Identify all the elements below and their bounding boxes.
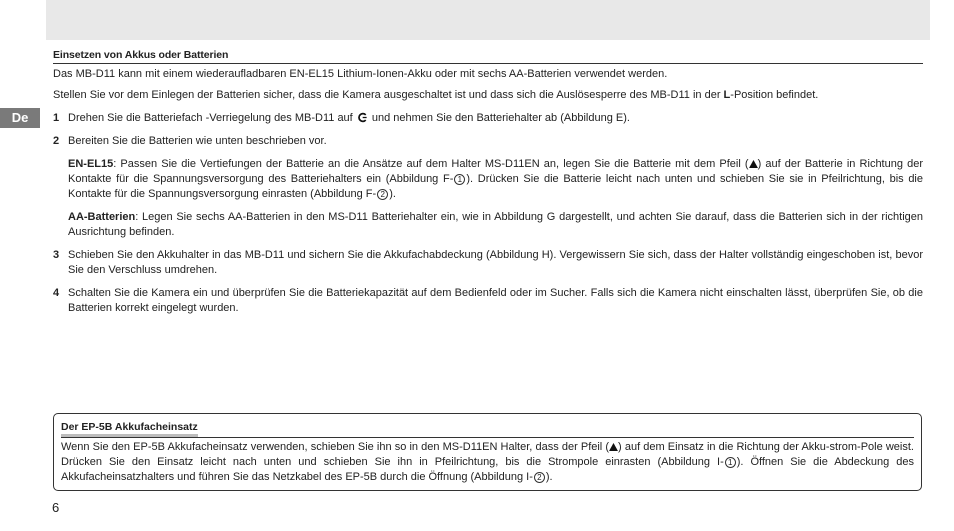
page-number: 6 bbox=[52, 500, 60, 515]
step-number: 4 bbox=[53, 287, 60, 299]
step-2: 2 Bereiten Sie die Batterien wie unten beschrieben vor. bbox=[53, 135, 327, 147]
circled-number-2: 2 bbox=[534, 472, 545, 483]
step-number: 3 bbox=[53, 249, 60, 261]
step-1: 1 Drehen Sie die Batteriefach -Verriegelung des MB-D11 auf und nehmen Sie den Batteriehalter ab (Abbildung E). bbox=[53, 112, 630, 124]
circled-number-1: 1 bbox=[454, 174, 465, 185]
language-tab: De bbox=[0, 108, 40, 128]
step-number: 2 bbox=[53, 135, 60, 147]
section-title: Einsetzen von Akkus oder Batterien bbox=[53, 49, 229, 61]
main-content bbox=[53, 49, 923, 322]
circled-number-2: 2 bbox=[377, 189, 388, 200]
arrow-up-triangle-icon bbox=[609, 443, 618, 451]
note-box-rule bbox=[61, 437, 914, 438]
aa-batteries-instructions: AA-Batterien: Legen Sie sechs AA-Batterien in den MS-D11 Batteriehalter ein, wie in Abbildung G dargestellt, und achten Sie darauf, dass die Batterien sich in der richtigen Ausrichtung befinden. bbox=[68, 211, 923, 238]
header-band bbox=[46, 0, 930, 40]
intro-paragraph-1: Das MB-D11 kann mit einem wiederaufladbaren EN-EL15 Lithium-Ionen-Akku oder mit sechs AA-Batterien verwendet werden. bbox=[53, 68, 668, 80]
circled-number-1: 1 bbox=[725, 457, 736, 468]
intro-paragraph-2: Stellen Sie vor dem Einlegen der Batterien sicher, dass die Kamera ausgeschaltet ist und dass sich die Auslösesperre des MB-D11 in der L-Position befindet. bbox=[53, 89, 819, 101]
note-box bbox=[53, 413, 922, 491]
note-box-text: Wenn Sie den EP-5B Akkufacheinsatz verwenden, schieben Sie ihn so in den MS-D11EN Halter, dass der Pfeil ( ) auf dem Einsatz in die Richtung der Akku-strom-Pole weist. Drücken Sie den Einsatz leicht nach unten und schieben Sie ihn in Pfeilrichtung, bis die Strompole einrasten (Abbildung I- 1 ). Öffnen Sie die Abdeckung des Akkufacheinsatzhalters und führen Sie das Netzkabel des EP-5B durch die Öffnung (Abbildung I- 2 ). bbox=[61, 441, 914, 483]
step-number: 1 bbox=[53, 112, 60, 124]
step-3: 3 Schieben Sie den Akkuhalter in das MB-D11 und sichern Sie die Akkufachabdeckung (Abbildung H). Vergewissern Sie sich, dass der Halter vollständig eingeschoben ist, bevor Sie den Verschluss umdrehen. bbox=[53, 249, 923, 276]
unlock-icon bbox=[357, 112, 368, 123]
step-4: 4 Schalten Sie die Kamera ein und überprüfen Sie die Batteriekapazität auf dem Bedienfeld oder im Sucher. Falls sich die Kamera nicht einschalten lässt, überprüfen Sie, ob die Batterien korrekt eingelegt wurden. bbox=[53, 287, 923, 314]
arrow-up-triangle-icon bbox=[749, 160, 758, 168]
section-title-rule bbox=[53, 63, 923, 64]
note-box-title: Der EP-5B Akkufacheinsatz bbox=[61, 421, 198, 433]
enel15-instructions: EN-EL15: Passen Sie die Vertiefungen der Batterie an die Ansätze auf dem Halter MS-D11EN an, legen Sie die Batterie mit dem Pfeil ( ) auf der Batterie in Richtung der Kontakte für die Spannungsversorgung des Batteriehalters ein (Abbildung F- 1 ). Drücken Sie die Batterie leicht nach unten und schieben Sie sie in Pfeilrichtung, bis die Kontakte für die Spannungsversorgung einrasten (Abbildung F- 2 ). bbox=[68, 158, 923, 200]
